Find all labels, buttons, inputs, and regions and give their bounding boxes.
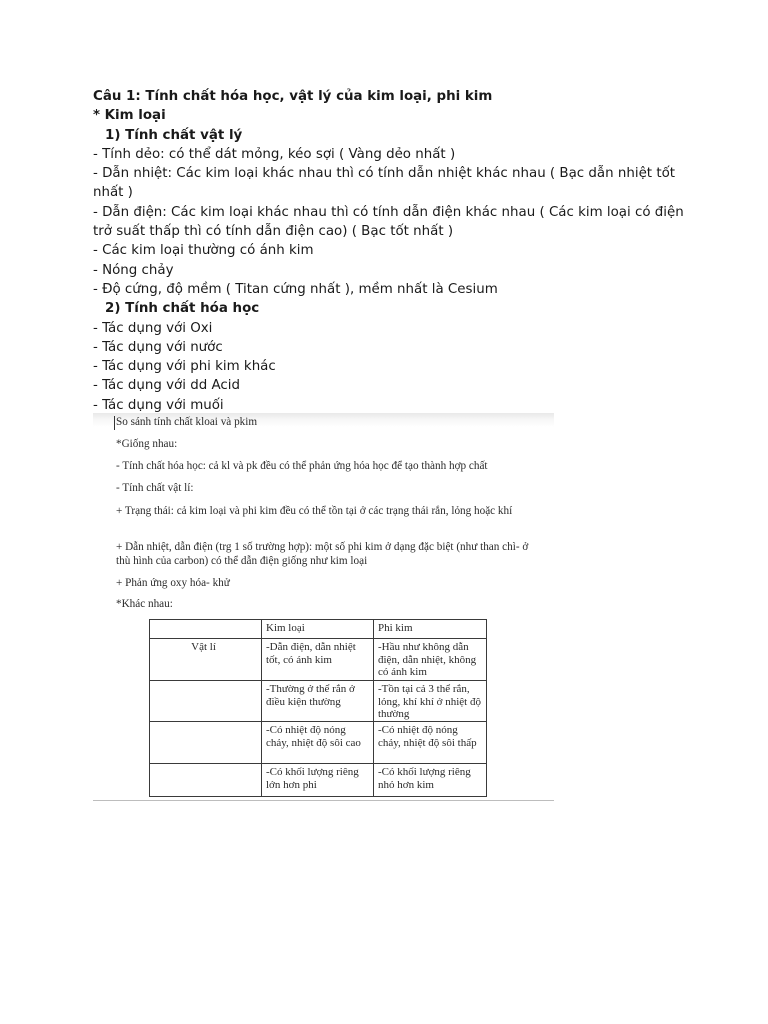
scan-conduct-line: + Dẫn nhiệt, dẫn điện (trg 1 số trường hợp): một số phi kim ở dạng đặc biệt (như than chì- ở thù hình của carbon) có thể dẫn điện giống như kim loại [116, 541, 529, 567]
physical-heading: 1) Tính chất vật lý [105, 127, 243, 143]
table-cell: -Có nhiệt độ nóng chảy, nhiệt độ sôi cao [262, 722, 374, 764]
table-header-cell [150, 620, 262, 639]
scan-chem-line: - Tính chất hóa học: cả kl và pk đều có thể phản ứng hóa học để tạo thành hợp chất [116, 460, 488, 472]
chemical-heading: 2) Tính chất hóa học [105, 301, 260, 317]
metal-heading: * Kim loại [93, 108, 166, 124]
physical-item: - Nóng chảy [93, 262, 174, 278]
table-cell [150, 681, 262, 722]
table-header-cell: Phi kim [374, 620, 487, 639]
table-row [150, 764, 487, 797]
scan-different-heading: *Khác nhau: [116, 598, 173, 610]
scan-similar-heading: *Giống nhau: [116, 438, 178, 450]
table-header-row [150, 620, 487, 639]
scan-state-line: + Trạng thái: cả kim loại và phi kim đều có thể tồn tại ở các trạng thái rắn, lỏng hoặc khí [116, 505, 513, 517]
physical-item: - Dẫn điện: Các kim loại khác nhau thì có tính dẫn điện khác nhau ( Các kim loại có điện trở suất thấp thì có tính dẫn điện cao) ( Bạc tốt nhất ) [93, 204, 684, 240]
table-row [150, 639, 487, 681]
table-cell: -Có khối lượng riêng lớn hơn phi [262, 764, 374, 797]
table-header-cell: Kim loại [262, 620, 374, 639]
table-cell [150, 722, 262, 764]
table-row-label: Vật lí [150, 639, 262, 681]
table-row [150, 681, 487, 722]
table-cell: -Dẫn điện, dẫn nhiệt tốt, có ánh kim [262, 639, 374, 681]
comparison-table [149, 619, 487, 797]
chemical-item: - Tác dụng với dd Acid [93, 378, 240, 394]
document-text [93, 87, 693, 415]
scan-title: So sánh tính chất kloai và pkim [116, 416, 258, 428]
table-cell: -Thường ở thể rắn ở điều kiện thường [262, 681, 374, 722]
scan-phys-line: - Tính chất vật lí: [116, 482, 194, 494]
chemical-item: - Tác dụng với nước [93, 339, 223, 355]
physical-item: - Dẫn nhiệt: Các kim loại khác nhau thì có tính dẫn nhiệt khác nhau ( Bạc dẫn nhiệt tốt nhất ) [93, 166, 676, 201]
chemical-item: - Tác dụng với muối [93, 397, 224, 413]
table-cell: -Tồn tại cả 3 thể rắn, lỏng, khí khí ở nhiệt độ thường [374, 681, 487, 722]
scanned-comparison-image [93, 413, 554, 801]
physical-item: - Tính dẻo: có thể dát mỏng, kéo sợi ( Vàng dẻo nhất ) [93, 146, 456, 162]
table-cell: -Có khối lượng riêng nhỏ hơn kim [374, 764, 487, 797]
chemical-item: - Tác dụng với phi kim khác [93, 359, 276, 375]
table-cell: -Có nhiệt độ nóng chảy, nhiệt độ sôi thấp [374, 722, 487, 764]
table-cell: -Hầu như không dẫn điện, dẫn nhiệt, không có ánh kim [374, 639, 487, 681]
physical-item: - Các kim loại thường có ánh kim [93, 243, 314, 259]
physical-item: - Độ cứng, độ mềm ( Titan cứng nhất ), mềm nhất là Cesium [93, 281, 498, 297]
scan-redox-line: + Phản ứng oxy hóa- khử [116, 577, 230, 589]
question-title: Câu 1: Tính chất hóa học, vật lý của kim loại, phi kim [93, 89, 493, 104]
chemical-item: - Tác dụng với Oxi [93, 320, 213, 336]
table-row [150, 722, 487, 764]
table-cell [150, 764, 262, 797]
